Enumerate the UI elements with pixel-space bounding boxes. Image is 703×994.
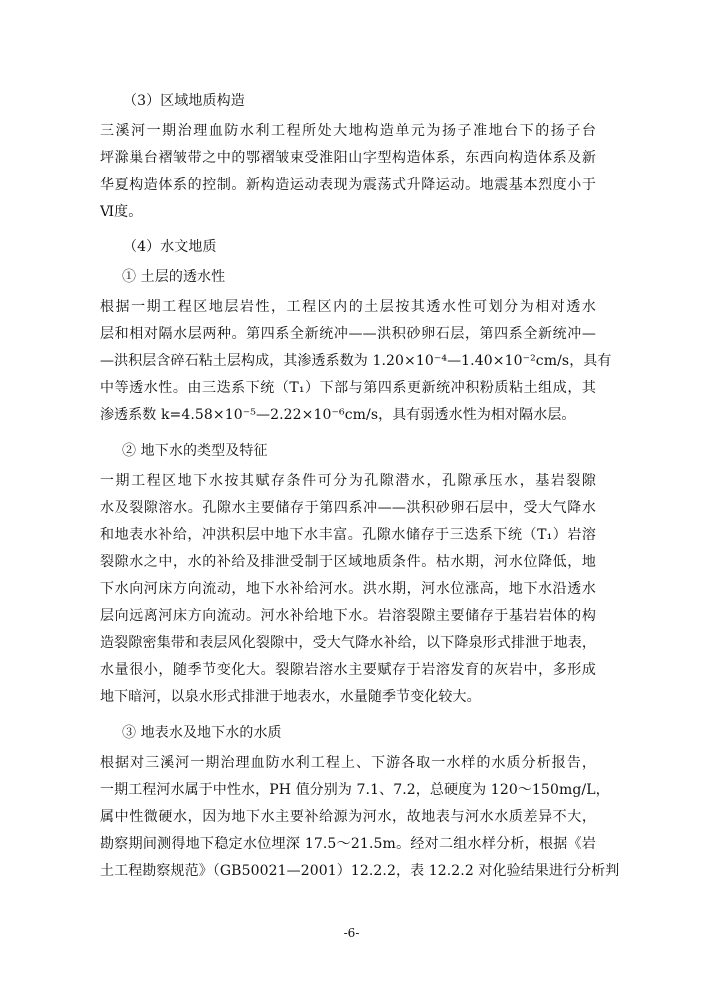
paragraph-line: 地下暗河，以泉水形式排泄于地表水，水量随季节变化较大。 <box>100 689 481 705</box>
paragraph-line: 和地表水补给，冲洪积层中地下水丰富。孔隙水储存于三迭系下统（T₁）岩溶 <box>100 527 596 543</box>
paragraph-line: 勘察期间测得地下稳定水位埋深 17.5～21.5m。经对二组水样分析，根据《岩 <box>100 836 596 852</box>
paragraph-line: 中等透水性。由三迭系下统（T₁）下部与第四系更新统冲积粉质粘土组成，其 <box>100 380 596 396</box>
paragraph-line: 一期工程区地下水按其赋存条件可分为孔隙潜水，孔隙承压水，基岩裂隙 <box>100 473 596 489</box>
paragraph-line: 水及裂隙溶水。孔隙水主要储存于第四系冲——洪积砂卵石层中，受大气降水 <box>100 500 596 516</box>
paragraph-line: 裂隙水之中，水的补给及排泄受制于区域地质条件。枯水期，河水位降低，地 <box>100 554 596 570</box>
subsection-1-heading: ① 土层的透水性 <box>122 269 226 285</box>
paragraph-line: —洪积层含碎石粘土层构成，其渗透系数为 1.20×10⁻⁴—1.40×10⁻²cm/s，具有 <box>100 353 612 369</box>
subsection-3-heading: ③ 地表水及地下水的水质 <box>122 725 282 741</box>
paragraph-line: 一期工程河水属于中性水，PH 值分别为 7.1、7.2，总硬度为 120～150mg/L， <box>100 782 610 798</box>
paragraph-line: 坪滁巢台褶皱带之中的鄂褶皱束受淮阳山字型构造体系，东西向构造体系及新 <box>100 150 596 166</box>
paragraph-line: 层向远离河床方向流动。河水补给地下水。岩溶裂隙主要储存于基岩岩体的构 <box>100 608 596 624</box>
subsection-2-heading: ② 地下水的类型及特征 <box>122 443 268 459</box>
paragraph-line: 水量很小，随季节变化大。裂隙岩溶水主要赋存于岩溶发育的灰岩中，多形成 <box>100 662 596 678</box>
section-4-heading: （4）水文地质 <box>123 239 217 255</box>
paragraph-line: 下水向河床方向流动，地下水补给河水。洪水期，河水位涨高，地下水沿透水 <box>100 581 596 597</box>
paragraph-line: 造裂隙密集带和表层风化裂隙中，受大气降水补给，以下降泉形式排泄于地表， <box>100 635 596 651</box>
paragraph-line: 根据对三溪河一期治理血防水利工程上、下游各取一水样的水质分析报告， <box>100 755 596 771</box>
paragraph-line: 三溪河一期治理血防水利工程所处大地构造单元为扬子准地台下的扬子台 <box>100 123 596 139</box>
page-number: -6- <box>343 926 360 940</box>
paragraph-line: 渗透系数 k=4.58×10⁻⁵—2.22×10⁻⁶cm/s，具有弱透水性为相对隔水层。 <box>100 407 576 423</box>
paragraph-line: 属中性微硬水，因为地下水主要补给源为河水，故地表与河水水质差异不大， <box>100 809 596 825</box>
paragraph-line: 土工程勘察规范》（GB50021—2001）12.2.2，表 12.2.2 对化验结果进行分析判 <box>100 863 620 879</box>
section-3-heading: （3）区域地质构造 <box>123 93 245 109</box>
paragraph-line: 层和相对隔水层两种。第四系全新统冲——洪积砂卵石层，第四系全新统冲— <box>100 326 596 342</box>
paragraph-line: 根据一期工程区地层岩性，工程区内的土层按其透水性可划分为相对透水 <box>100 299 596 315</box>
paragraph-line: Ⅵ度。 <box>100 204 143 220</box>
paragraph-line: 华夏构造体系的控制。新构造运动表现为震荡式升降运动。地震基本烈度小于 <box>100 177 596 193</box>
